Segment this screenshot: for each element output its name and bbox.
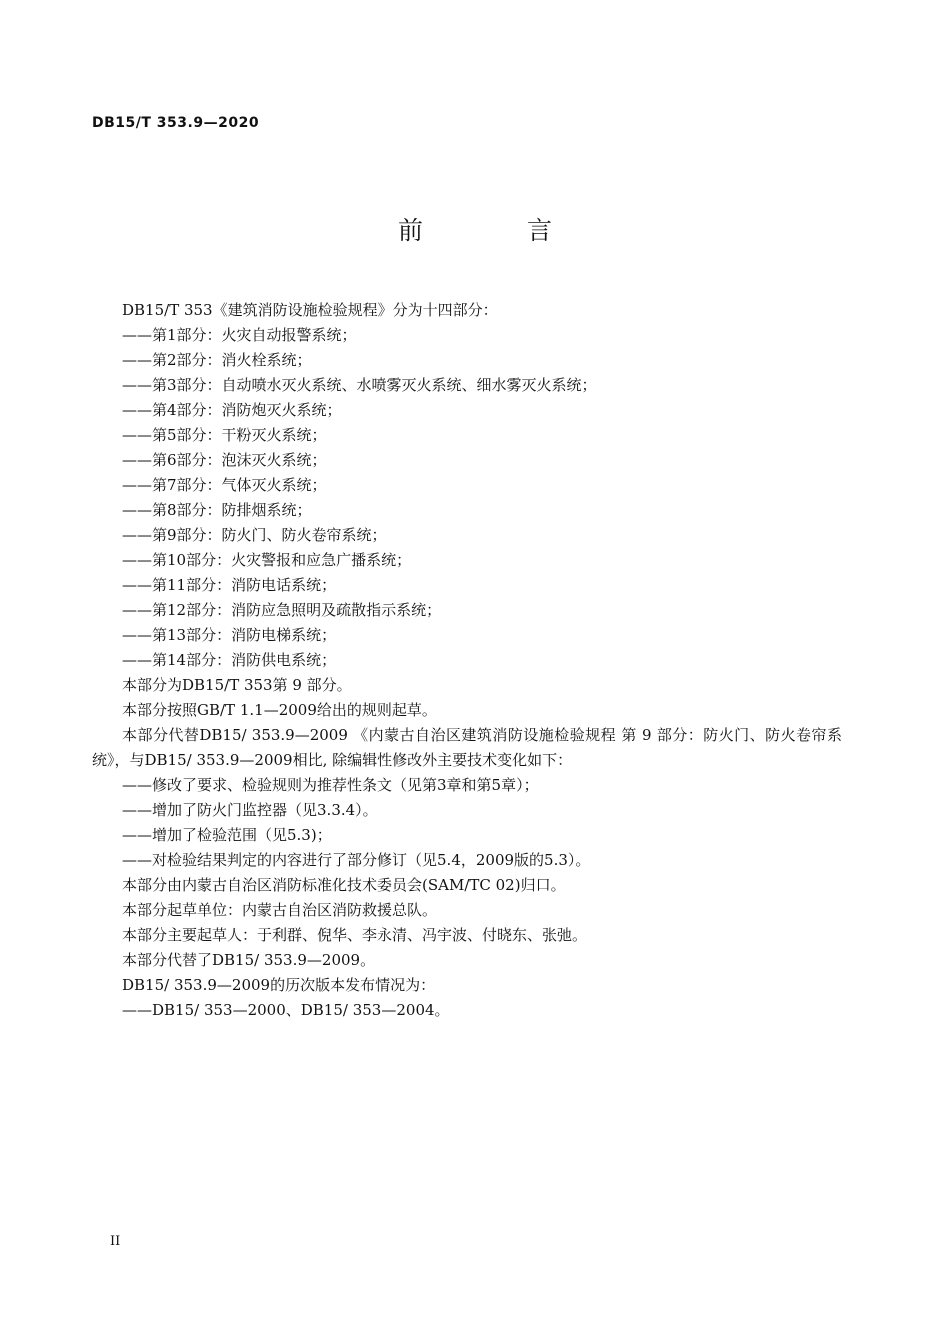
- list-item: ——增加了防火门监控器（见3.3.4）。: [122, 801, 378, 819]
- list-item: ——第13部分：消防电梯系统；: [122, 626, 337, 644]
- list-item: ——第14部分：消防供电系统；: [122, 651, 337, 669]
- list-item: ——第11部分：消防电话系统；: [122, 576, 337, 594]
- list-item: ——修改了要求、检验规则为推荐性条文（见第3章和第5章）；: [122, 776, 539, 794]
- page-number: II: [110, 1234, 121, 1249]
- list-item: ——第1部分：火灾自动报警系统；: [122, 326, 357, 344]
- list-item: ——第9部分：防火门、防火卷帘系统；: [122, 526, 387, 544]
- list-item: ——对检验结果判定的内容进行了部分修订（见5.4，2009版的5.3）。: [122, 851, 591, 869]
- list-item: ——第12部分：消防应急照明及疏散指示系统；: [122, 601, 442, 619]
- list-item: ——第7部分：气体灭火系统；: [122, 476, 327, 494]
- list-item: ——第6部分：泡沫灭火系统；: [122, 451, 327, 469]
- page-title: 前 言: [398, 216, 600, 245]
- paragraph: 本部分代替了DB15/ 353.9—2009。: [122, 951, 376, 969]
- list-item: ——DB15/ 353—2000、DB15/ 353—2004。: [122, 1001, 450, 1019]
- list-item: ——第8部分：防排烟系统；: [122, 501, 312, 519]
- paragraph: 本部分代替DB15/ 353.9—2009 《内蒙古自治区建筑消防设施检验规程 第 9 部分：防火门、防火卷帘系统》，与DB15/ 353.9—2009相比, 除编辑性修改外主要技术变化如下：: [92, 726, 842, 769]
- paragraph: 本部分由内蒙古自治区消防标准化技术委员会(SAM/TC 02)归口。: [122, 876, 566, 894]
- document-code: DB15/T 353.9—2020: [92, 115, 260, 131]
- list-item: ——第10部分：火灾警报和应急广播系统；: [122, 551, 412, 569]
- paragraph: 本部分为DB15/T 353第 9 部分。: [122, 676, 352, 694]
- paragraph: 本部分起草单位：内蒙古自治区消防救援总队。: [122, 901, 438, 919]
- list-item: ——增加了检验范围（见5.3)；: [122, 826, 332, 844]
- list-item: ——第3部分：自动喷水灭火系统、水喷雾灭火系统、细水雾灭火系统；: [122, 376, 597, 394]
- foreword-body: [92, 298, 842, 1023]
- list-item: ——第5部分：干粉灭火系统；: [122, 426, 327, 444]
- paragraph: DB15/T 353《建筑消防设施检验规程》分为十四部分：: [122, 301, 498, 319]
- paragraph: DB15/ 353.9—2009的历次版本发布情况为：: [122, 976, 436, 994]
- list-item: ——第4部分：消防炮灭火系统；: [122, 401, 342, 419]
- list-item: ——第2部分：消火栓系统；: [122, 351, 312, 369]
- paragraph: 本部分主要起草人：于利群、倪华、李永清、冯宇波、付晓东、张弛。: [122, 926, 588, 944]
- paragraph: 本部分按照GB/T 1.1—2009给出的规则起草。: [122, 701, 437, 719]
